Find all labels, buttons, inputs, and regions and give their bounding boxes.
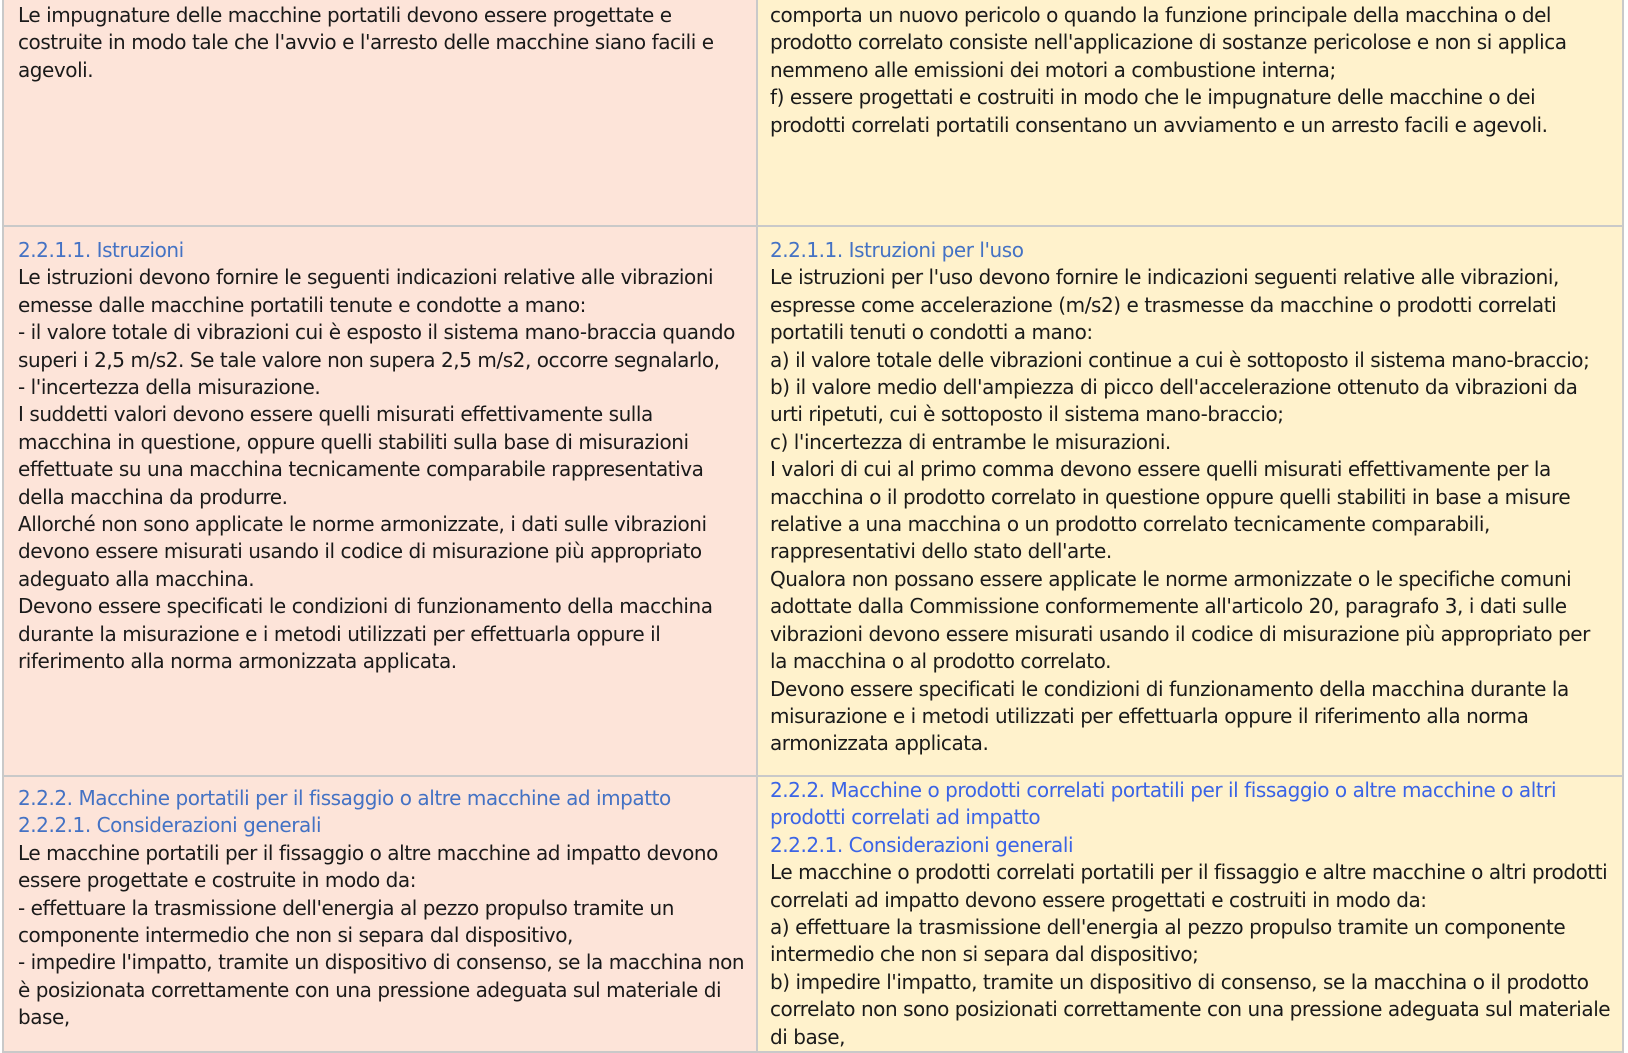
paragraph: f) essere progettati e costruiti in modo che le impugnature delle macchine o dei prodotti correlati portatili consentano un avviamento e un arresto facili e agevoli. bbox=[770, 85, 1548, 137]
paragraph: - impedire l'impatto, tramite un dispositivo di consenso, se la macchina non è posizionata correttamente con una pressione adeguata sul materiale di base, bbox=[18, 950, 745, 1030]
paragraph: a) effettuare la trasmissione dell'energia al pezzo propulso tramite un componente intermedio che non si separa dal dispositivo; bbox=[770, 915, 1566, 967]
paragraph: I suddetti valori devono essere quelli misurati effettivamente sulla macchina in questione, oppure quelli stabiliti sulla base di misurazioni effettuate su una macchina tecnicamente comparabile rappresentativa della macchina da produrre. bbox=[18, 402, 704, 509]
old-text-cell bbox=[3, 0, 757, 226]
paragraph: - il valore totale di vibrazioni cui è esposto il sistema mano-braccia quando superi i 2,5 m/s2. Se tale valore non supera 2,5 m/s2, occorre segnalarlo, bbox=[18, 320, 735, 372]
section-heading: 2.2.1.1. Istruzioni bbox=[18, 238, 184, 262]
paragraph: Devono essere specificati le condizioni di funzionamento della macchina durante la misurazione e i metodi utilizzati per effettuarla oppure il riferimento alla norma armonizzata applicata. bbox=[770, 676, 1569, 756]
table-row bbox=[3, 226, 1623, 776]
subsection-heading: 2.2.2.1. Considerazioni generali bbox=[18, 813, 322, 838]
paragraph: c) l'incertezza di entrambe le misurazioni. bbox=[770, 429, 1171, 454]
paragraph: b) impedire l'impatto, tramite un dispositivo di consenso, se la macchina o il prodotto correlato non sono posizionati correttamente con una pressione adeguata sul materiale di base, bbox=[770, 969, 1611, 1049]
subsection-heading: 2.2.2.1. Considerazioni generali bbox=[770, 832, 1074, 857]
paragraph: a) il valore totale delle vibrazioni continue a cui è sottoposto il sistema mano-braccio; bbox=[770, 347, 1590, 372]
new-text-cell bbox=[757, 776, 1623, 1052]
paragraph: Le macchine portatili per il fissaggio o altre macchine ad impatto devono essere progettate e costruite in modo da: bbox=[18, 840, 718, 893]
paragraph: I valori di cui al primo comma devono essere quelli misurati effettivamente per la macchina o il prodotto correlato in questione oppure quelli stabiliti in base a misure relative a una macchina o un prodotto correlato tecnicamente comparabili, rappresentativi dello stato dell'arte. bbox=[770, 457, 1571, 564]
paragraph: - l'incertezza della misurazione. bbox=[18, 375, 321, 400]
new-text-cell bbox=[757, 226, 1623, 776]
section-heading: 2.2.2. Macchine o prodotti correlati portatili per il fissaggio o altre macchine o altri prodotti correlati ad impatto bbox=[770, 778, 1557, 830]
paragraph: Devono essere specificati le condizioni di funzionamento della macchina durante la misurazione e i metodi utilizzati per effettuarla oppure il riferimento alla norma armonizzata applicata. bbox=[18, 594, 713, 674]
paragraph: comporta un nuovo pericolo o quando la funzione principale della macchina o del prodotto correlato consiste nell'applicazione di sostanze pericolose e non si applica nemmeno alle emissioni dei motori a combustione interna; bbox=[770, 3, 1567, 82]
section-heading: 2.2.2. Macchine portatili per il fissaggio o altre macchine ad impatto bbox=[18, 786, 671, 810]
paragraph: Le macchine o prodotti correlati portatili per il fissaggio e altre macchine o altri prodotti correlati ad impatto devono essere progettati e costruiti in modo da: bbox=[770, 860, 1608, 912]
paragraph: Le istruzioni devono fornire le seguenti indicazioni relative alle vibrazioni emesse dalle macchine portatili tenute e condotte a mano: bbox=[18, 265, 714, 317]
table-row bbox=[3, 776, 1623, 1052]
paragraph: Allorché non sono applicate le norme armonizzate, i dati sulle vibrazioni devono essere misurati usando il codice di misurazione più appropriato adeguato alla macchina. bbox=[18, 512, 707, 591]
old-text-cell bbox=[3, 226, 757, 776]
table-row bbox=[3, 0, 1623, 226]
paragraph: Le istruzioni per l'uso devono fornire le indicazioni seguenti relative alle vibrazioni, espresse come accelerazione (m/s2) e trasmesse da macchine o prodotti correlati portatili tenuti o condotti a mano: bbox=[770, 265, 1559, 345]
old-text-cell bbox=[3, 776, 757, 1052]
new-text-cell bbox=[757, 0, 1623, 226]
paragraph: Qualora non possano essere applicate le norme armonizzate o le specifiche comuni adottate dalla Commissione conformemente all'articolo 20, paragrafo 3, i dati sulle vibrazioni devono essere misurati usando il codice di misurazione più appropriato per la macchina o al prodotto correlato. bbox=[770, 566, 1590, 674]
section-heading: 2.2.1.1. Istruzioni per l'uso bbox=[770, 238, 1024, 262]
comparison-table bbox=[2, 0, 1624, 1053]
paragraph: b) il valore medio dell'ampiezza di picco dell'accelerazione ottenuto da vibrazioni da urti ripetuti, cui è sottoposto il sistema mano-braccio; bbox=[770, 375, 1578, 427]
paragraph: - effettuare la trasmissione dell'energia al pezzo propulso tramite un componente intermedio che non si separa dal dispositivo, bbox=[18, 895, 675, 948]
paragraph: Le impugnature delle macchine portatili devono essere progettate e costruite in modo tale che l'avvio e l'arresto delle macchine siano facili e agevoli. bbox=[18, 3, 714, 82]
